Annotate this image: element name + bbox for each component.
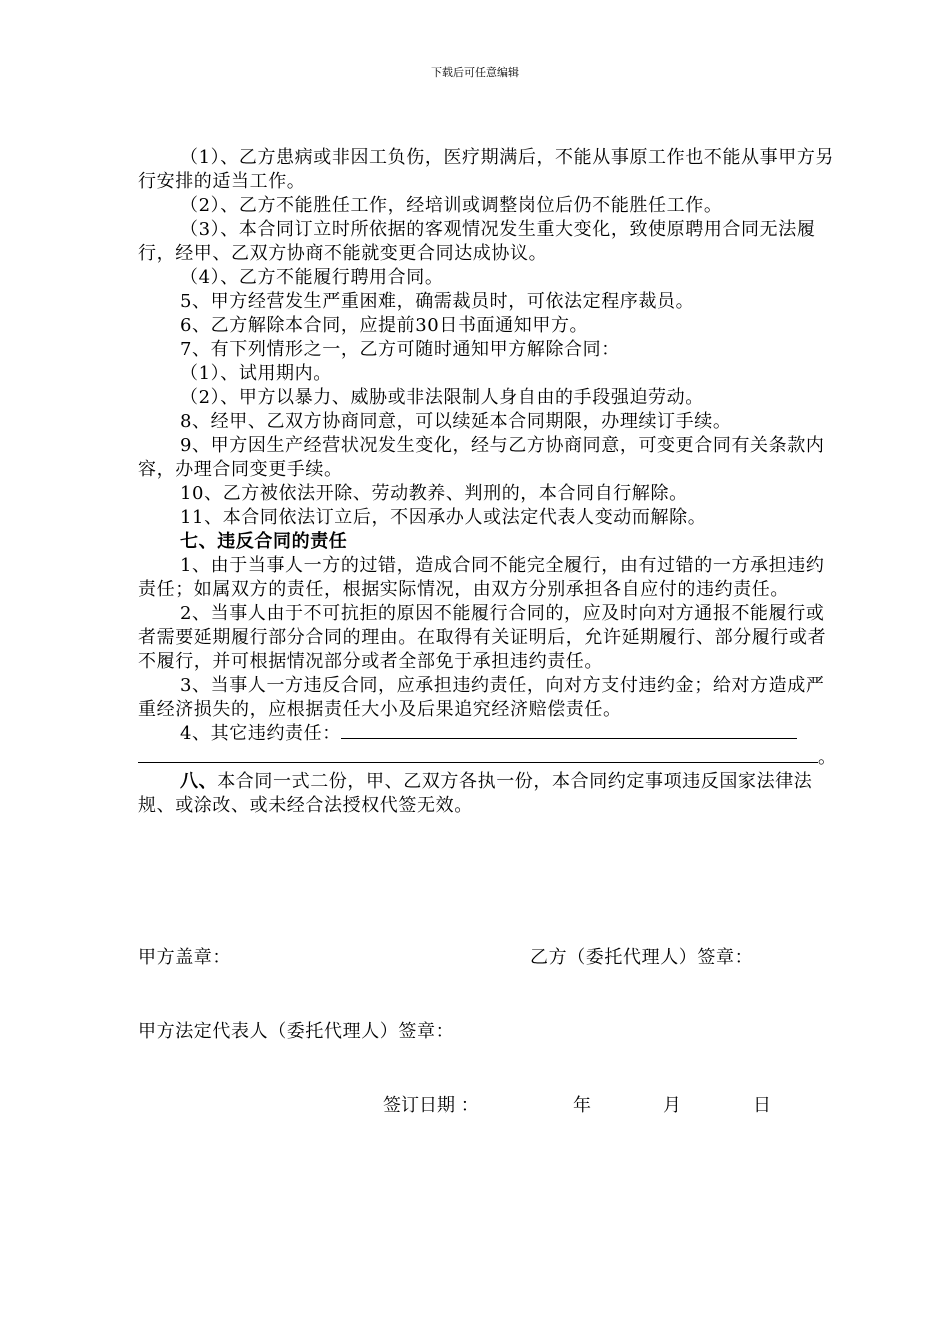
clause-line: （1）、乙方患病或非因工负伤，医疗期满后，不能从事原工作也不能从事甲方另行安排的适当工作。 (138, 147, 835, 192)
fill-in-blank[interactable] (341, 724, 797, 739)
clause-line: 7、有下列情形之一，乙方可随时通知甲方解除合同： (180, 339, 620, 360)
other-liability-continuation (138, 746, 838, 770)
signing-date (383, 1094, 771, 1118)
clause-eight-text: 本合同一式二份，甲、乙双方各执一份，本合同约定事项违反国家法律法规、或涂改、或未经合法授权代签无效。 (138, 771, 813, 816)
other-liability-label: 4、其它违约责任： (180, 723, 341, 744)
other-liability-line (138, 722, 838, 746)
clause-line: 3、当事人一方违反合同，应承担违约责任，向对方支付违约金；给对方造成严重经济损失的，应根据责任大小及后果追究经济赔偿责任。 (138, 675, 825, 720)
clause-line: 9、甲方因生产经营状况发生变化，经与乙方协商同意，可变更合同有关条款内容，办理合同变更手续。 (138, 435, 825, 480)
clause-line: 8、经甲、乙双方协商同意，可以续延本合同期限，办理续订手续。 (180, 411, 732, 432)
date-label: 签订日期 ： (383, 1095, 479, 1116)
date-day: 日 (753, 1095, 771, 1116)
clause-eight-lead: 八、 (180, 771, 218, 792)
clause-eight (138, 770, 838, 818)
clause-line: （3）、本合同订立时所依据的客观情况发生重大变化，致使原聘用合同无法履行，经甲、乙双方协商不能就变更合同达成协议。 (138, 219, 816, 264)
party-a-rep-label: 甲方法定代表人（委托代理人）签章： (138, 1021, 455, 1042)
contract-body (138, 146, 838, 818)
clause-line: （2）、甲方以暴力、威胁或非法限制人身自由的手段强迫劳动。 (180, 387, 704, 408)
party-b-sign-label: 乙方（委托代理人）签章： (530, 947, 754, 968)
end-mark: 。 (818, 747, 837, 768)
clause-line: 10、乙方被依法开除、劳动教养、判刑的，本合同自行解除。 (180, 483, 688, 504)
clause-line: 11、本合同依法订立后，不因承办人或法定代表人变动而解除。 (180, 507, 707, 528)
clause-line: 6、乙方解除本合同，应提前30日书面通知甲方。 (180, 315, 589, 336)
clause-line: （4）、乙方不能履行聘用合同。 (180, 267, 444, 288)
clause-line: （1）、试用期内。 (180, 363, 332, 384)
clause-line: （2）、乙方不能胜任工作，经培训或调整岗位后仍不能胜任工作。 (180, 195, 723, 216)
date-month: 月 (663, 1095, 681, 1116)
fill-in-blank[interactable] (138, 748, 818, 763)
date-year: 年 (573, 1095, 591, 1116)
clause-line: 2、当事人由于不可抗拒的原因不能履行合同的，应及时向对方通报不能履行或者需要延期履行部分合同的理由。在取得有关证明后，允许延期履行、部分履行或者不履行，并可根据情况部分或者全部免于承担违约责任。 (138, 603, 827, 672)
party-a-seal-label: 甲方盖章： (138, 947, 231, 968)
clause-line: 5、甲方经营发生严重困难，确需裁员时，可依法定程序裁员。 (180, 291, 695, 312)
section-heading-liability: 七、违反合同的责任 (180, 531, 348, 552)
header-note: 下载后可任意编辑 (431, 66, 519, 79)
clause-line: 1、由于当事人一方的过错，造成合同不能完全履行，由有过错的一方承担违约责任；如属双方的责任，根据实际情况，由双方分别承担各自应付的违约责任。 (138, 555, 825, 600)
